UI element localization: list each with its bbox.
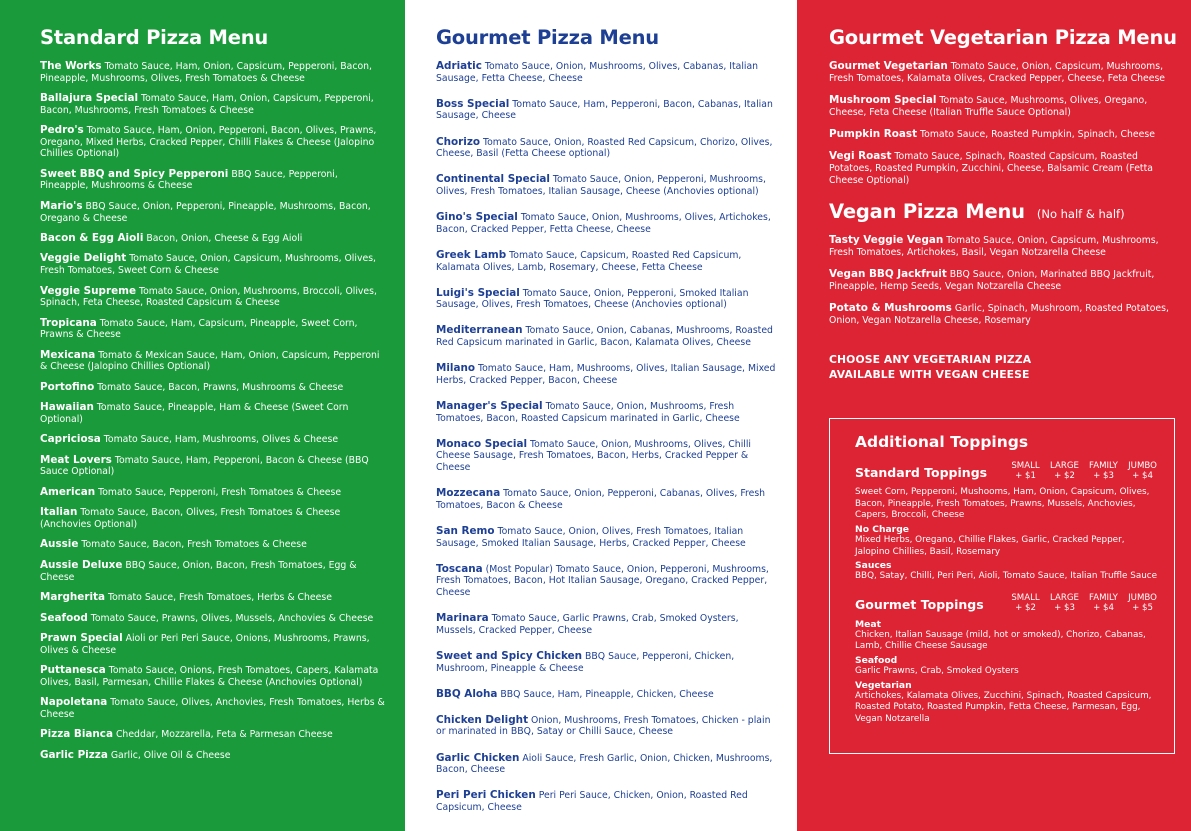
menu-item-name: Pizza Bianca	[40, 728, 113, 741]
menu-item-name: Sweet and Spicy Chicken	[436, 649, 583, 662]
menu-item-name: Margherita	[40, 591, 106, 604]
menu-item	[40, 61, 387, 84]
menu-item-name: Ballajura Special	[40, 92, 139, 105]
vegetarian-menu-column	[797, 0, 1191, 831]
meat-label: Meat	[855, 618, 881, 630]
menu-item	[40, 750, 387, 762]
size-label: JUMBO	[1128, 461, 1157, 472]
menu-item-name: Potato & Mushrooms	[829, 302, 952, 315]
menu-item-description: Tomato Sauce, Onions, Fresh Tomatoes, Capers, Kalamata Olives, Basil, Parmesan, Chillie Flakes & Cheese (Anchovies Optional)	[40, 665, 379, 688]
menu-item-description: Tomato Sauce, Onion, Capsicum, Mushrooms, Fresh Tomatoes, Artichokes, Basil, Vegan Notzarella Cheese	[829, 235, 1159, 258]
menu-item-name: Continental Special	[436, 173, 550, 186]
menu-item-description: Garlic, Olive Oil & Cheese	[110, 749, 231, 761]
menu-item	[436, 613, 781, 636]
menu-item-name: American	[40, 485, 96, 498]
menu-item-description: Tomato Sauce, Garlic Prawns, Crab, Smoked Oysters, Mussels, Cracked Pepper, Cheese	[436, 613, 739, 636]
menu-item	[40, 633, 387, 656]
menu-item	[40, 539, 387, 551]
menu-item-description: Tomato & Mexican Sauce, Ham, Onion, Capsicum, Pepperoni & Cheese (Jalopino Chillies Optional)	[40, 349, 380, 373]
menu-item	[40, 93, 387, 116]
menu-item-name: Sweet BBQ and Spicy Pepperoni	[40, 167, 229, 180]
menu-item-description: Tomato Sauce, Ham, Capsicum, Pineapple, Sweet Corn, Prawns & Cheese	[40, 317, 358, 341]
size-price-value: + $2	[1054, 471, 1075, 482]
standard-toppings-list: Sweet Corn, Pepperoni, Mushooms, Ham, Onion, Capsicum, Olives, Bacon, Pineapple, Fresh Tomatoes, Prawns, Mussels, Anchovies, Capers, Broccoli, Cheese	[855, 487, 1150, 521]
size-price	[1123, 461, 1162, 481]
menu-item-name: Bacon & Egg Aioli	[40, 231, 144, 244]
menu-item-description: Tomato Sauce, Ham, Pepperoni, Bacon & Cheese (BBQ Sauce Optional)	[40, 454, 369, 478]
menu-item-description: Tomato Sauce, Onion, Mushrooms, Broccoli, Olives, Spinach, Feta Cheese, Roasted Capsicum & Cheese	[40, 285, 377, 309]
menu-item-description: BBQ Sauce, Pepperoni, Chicken, Mushroom, Pineapple & Cheese	[436, 650, 735, 674]
menu-item-name: Luigi's Special	[436, 286, 520, 299]
menu-item-name: Seafood	[40, 611, 88, 624]
menu-item-name: Mexicana	[40, 348, 96, 361]
vegetarian-toppings-list: Artichokes, Kalamata Olives, Zucchini, Spinach, Roasted Capsicum, Roasted Potato, Roasted Pumpkin, Fetta Cheese, Parmesan, Egg, Vegan Notzarella	[855, 690, 1152, 724]
menu-item-description: Tomato Sauce, Ham, Onion, Capsicum, Pepperoni, Bacon, Pineapple, Mushrooms, Olives, Fresh Tomatoes & Cheese	[40, 61, 372, 84]
vegan-cheese-notice	[829, 352, 1177, 382]
menu-item-name: Mushroom Special	[829, 93, 937, 106]
menu-item-description: Tomato Sauce, Onion, Mushrooms, Olives, Chilli Cheese Sausage, Fresh Tomatoes, Bacon, Herbs, Cracked Pepper & Cheese	[436, 438, 752, 473]
menu-item	[829, 303, 1177, 326]
menu-item-description: Tomato Sauce, Onion, Pepperoni, Mushrooms, Olives, Fresh Tomatoes, Italian Sausage, Cheese (Anchovies optional)	[436, 174, 766, 197]
menu-item-description: BBQ Sauce, Ham, Pineapple, Chicken, Cheese	[500, 688, 714, 700]
vegan-menu-list	[829, 235, 1177, 326]
sauces-label: Sauces	[855, 560, 892, 572]
gourmet-menu-list	[436, 61, 781, 814]
menu-item	[40, 434, 387, 446]
menu-item-description: Tomato Sauce, Ham, Onion, Capsicum, Pepperoni, Bacon, Mushrooms, Fresh Tomatoes & Cheese	[40, 93, 374, 116]
menu-item	[436, 439, 781, 474]
menu-item	[40, 350, 387, 373]
menu-item-description: Bacon, Onion, Cheese & Egg Aioli	[146, 232, 303, 244]
size-price	[1006, 461, 1045, 481]
menu-item	[436, 401, 781, 424]
menu-item	[829, 95, 1177, 118]
menu-item-description: Tomato Sauce, Ham, Onion, Pepperoni, Bacon, Olives, Prawns, Oregano, Mixed Herbs, Cracked Pepper, Chilli Flakes & Cheese (Jalopino Chillies Optional)	[40, 125, 377, 160]
vegan-cheese-notice-line1: CHOOSE ANY VEGETARIAN PIZZA	[829, 353, 1032, 367]
menu-item-name: Mario's	[40, 199, 83, 212]
vegan-menu-header	[829, 200, 1177, 223]
menu-item-name: Monaco Special	[436, 437, 528, 450]
menu-item-name: Peri Peri Chicken	[436, 789, 536, 802]
menu-item	[436, 363, 781, 386]
menu-item-name: BBQ Aloha	[436, 687, 498, 700]
menu-item	[40, 592, 387, 604]
size-label: FAMILY	[1089, 461, 1118, 472]
vegan-menu-note: (No half & half)	[1036, 207, 1125, 222]
additional-toppings-title: Additional Toppings	[855, 433, 1029, 452]
size-price-value: + $1	[1015, 471, 1036, 482]
gourmet-toppings-header	[855, 593, 1162, 613]
menu-item-description: Cheddar, Mozzarella, Feta & Parmesan Cheese	[115, 729, 333, 741]
menu-item-name: Aussie	[40, 538, 79, 551]
menu-item	[40, 125, 387, 160]
menu-item	[436, 715, 781, 738]
menu-item-description: Tomato Sauce, Onion, Cabanas, Mushrooms, Roasted Red Capsicum marinated in Garlic, Bacon, Kalamata Olives, Cheese	[436, 325, 773, 349]
menu-item	[829, 129, 1177, 141]
menu-item-name: Pedro's	[40, 124, 84, 137]
menu-item	[436, 689, 781, 701]
menu-item-name: Marinara	[436, 612, 489, 625]
size-label: SMALL	[1011, 592, 1040, 603]
gourmet-menu-title: Gourmet Pizza Menu	[436, 26, 659, 49]
menu-item	[436, 212, 781, 235]
size-label: FAMILY	[1089, 592, 1118, 603]
menu-item	[436, 174, 781, 197]
menu-item-description: Tomato Sauce, Pineapple, Ham & Cheese (Sweet Corn Optional)	[40, 402, 349, 425]
menu-item-description: Tomato Sauce, Mushrooms, Olives, Oregano, Cheese, Feta Cheese (Italian Truffle Sauce Optional)	[829, 94, 1148, 118]
menu-item	[829, 235, 1177, 258]
menu-item	[436, 790, 781, 813]
menu-item-description: Tomato Sauce, Onion, Capsicum, Mushrooms, Fresh Tomatoes, Kalamata Olives, Cracked Pepper, Cheese, Feta Cheese	[829, 61, 1166, 84]
menu-item-name: Manager's Special	[436, 400, 543, 413]
size-price-value: + $3	[1093, 471, 1114, 482]
menu-item-name: Napoletana	[40, 696, 108, 709]
vegan-menu-title: Vegan Pizza Menu	[829, 200, 1025, 224]
menu-item	[40, 201, 387, 224]
menu-item-name: Pumpkin Roast	[829, 127, 918, 140]
menu-item	[40, 382, 387, 394]
menu-item-description: Tomato Sauce, Onion, Mushrooms, Olives, Cabanas, Italian Sausage, Fetta Cheese, Cheese	[436, 61, 759, 84]
menu-item-description: Peri Peri Sauce, Chicken, Onion, Roasted Red Capsicum, Cheese	[436, 790, 748, 814]
menu-item-description: Tomato Sauce, Capsicum, Roasted Red Capsicum, Kalamata Olives, Lamb, Rosemary, Cheese, Fetta Cheese	[436, 249, 742, 273]
menu-item-description: Tomato Sauce, Spinach, Roasted Capsicum, Roasted Potatoes, Roasted Pumpkin, Zucchini, Cheese, Balsamic Cream (Fetta Cheese Optional)	[829, 151, 1153, 186]
menu-item-description: BBQ Sauce, Onion, Pepperoni, Pineapple, Mushrooms, Bacon, Oregano & Cheese	[40, 200, 371, 224]
menu-item	[436, 137, 781, 160]
standard-toppings-heading: Standard Toppings	[855, 465, 988, 481]
menu-item-description: Tomato Sauce, Pepperoni, Fresh Tomatoes & Cheese	[98, 486, 342, 498]
menu-item-description: Aioli or Peri Peri Sauce, Onions, Mushrooms, Prawns, Olives & Cheese	[40, 633, 370, 656]
menu-item-name: Puttanesca	[40, 664, 106, 677]
standard-toppings-prices	[1006, 461, 1162, 481]
menu-item-description: Tomato Sauce, Onion, Mushrooms, Olives, Artichokes, Bacon, Cracked Pepper, Fetta Cheese, Cheese	[436, 212, 771, 235]
menu-item-name: Mozzecana	[436, 487, 501, 500]
size-price-value: + $4	[1132, 471, 1153, 482]
menu-item-name: Vegan BBQ Jackfruit	[829, 268, 947, 281]
menu-item	[40, 253, 387, 276]
standard-menu-column	[0, 0, 405, 831]
sauces-list: BBQ, Satay, Chilli, Peri Peri, Aioli, Tomato Sauce, Italian Truffle Sauce	[855, 571, 1158, 582]
size-price-value: + $4	[1093, 602, 1114, 613]
vegetarian-menu-title: Gourmet Vegetarian Pizza Menu	[829, 26, 1177, 49]
additional-toppings-box	[829, 418, 1175, 754]
menu-item	[40, 560, 387, 583]
menu-item	[40, 402, 387, 425]
menu-item-name: Gourmet Vegetarian	[829, 60, 948, 72]
size-label: JUMBO	[1128, 592, 1157, 603]
menu-item-name: Italian	[40, 506, 78, 519]
menu-item-description: Tomato Sauce, Prawns, Olives, Mussels, Anchovies & Cheese	[90, 612, 374, 624]
menu-item	[40, 697, 387, 720]
gourmet-menu-column	[405, 0, 797, 831]
menu-item	[40, 665, 387, 688]
menu-item	[436, 488, 781, 511]
menu-item-description: Tomato Sauce, Bacon, Prawns, Mushrooms & Cheese	[97, 381, 344, 393]
menu-item-description: Tomato Sauce, Fresh Tomatoes, Herbs & Cheese	[108, 592, 332, 604]
menu-item-name: Greek Lamb	[436, 248, 507, 261]
menu-item	[829, 61, 1177, 84]
menu-item-description: Tomato Sauce, Onion, Mushrooms, Fresh Tomatoes, Bacon, Roasted Capsicum marinated in Garlic, Cheese	[436, 401, 740, 424]
menu-item-name: Adriatic	[436, 60, 482, 72]
size-price	[1006, 593, 1045, 613]
menu-item-description: BBQ Sauce, Pepperoni, Pineapple, Mushrooms & Cheese	[40, 168, 338, 192]
vegetarian-menu-list	[829, 61, 1177, 186]
menu-item-description: Tomato Sauce, Bacon, Fresh Tomatoes & Cheese	[81, 539, 307, 551]
menu-item	[436, 250, 781, 273]
menu-item-name: The Works	[40, 60, 102, 72]
menu-item-description: BBQ Sauce, Onion, Marinated BBQ Jackfruit, Pineapple, Hemp Seeds, Vegan Notzarella Cheese	[829, 269, 1155, 292]
menu-item-description: Onion, Mushrooms, Fresh Tomatoes, Chicken - plain or marinated in BBQ, Satay or Chilli Sauce, Cheese	[436, 714, 771, 738]
size-price	[1045, 461, 1084, 481]
size-price-value: + $2	[1015, 602, 1036, 613]
menu-item	[436, 325, 781, 348]
menu-item-name: Tasty Veggie Vegan	[829, 234, 944, 247]
size-price	[1084, 461, 1123, 481]
seafood-label: Seafood	[855, 655, 898, 667]
menu-item-name: Toscana	[436, 562, 483, 575]
menu-item	[40, 613, 387, 625]
menu-item-name: Boss Special	[436, 97, 510, 110]
menu-item-description: Tomato Sauce, Ham, Mushrooms, Olives & Cheese	[103, 434, 339, 446]
menu-item-description: (Most Popular) Tomato Sauce, Onion, Pepperoni, Mushrooms, Fresh Tomatoes, Bacon, Hot Italian Sausage, Oregano, Cracked Pepper, Cheese	[436, 563, 769, 598]
menu-item-name: Veggie Delight	[40, 252, 127, 265]
menu-item-name: Milano	[436, 362, 476, 375]
seafood-list: Garlic Prawns, Crab, Smoked Oysters	[855, 666, 1019, 677]
menu-item-name: Prawn Special	[40, 632, 123, 644]
vegetarian-toppings-label: Vegetarian	[855, 679, 912, 691]
menu-item	[40, 507, 387, 530]
menu-item	[40, 286, 387, 309]
menu-item-name: Aussie Deluxe	[40, 558, 123, 571]
menu-item	[40, 233, 387, 245]
standard-menu-title: Standard Pizza Menu	[40, 26, 269, 49]
gourmet-toppings-heading: Gourmet Toppings	[855, 596, 984, 612]
menu-item	[436, 753, 781, 776]
menu-item-description: Tomato Sauce, Onion, Olives, Fresh Tomatoes, Italian Sausage, Smoked Italian Sausage, Herbs, Cracked Pepper, Cheese	[436, 525, 746, 549]
size-price	[1084, 593, 1123, 613]
no-charge-list: Mixed Herbs, Oregano, Chillie Flakes, Garlic, Cracked Pepper, Jalopino Chillies, Basil, Rosemary	[855, 535, 1125, 557]
menu-item	[436, 61, 781, 84]
menu-item-description: Tomato Sauce, Olives, Anchovies, Fresh Tomatoes, Herbs & Cheese	[40, 697, 385, 720]
menu-item-description: Tomato Sauce, Bacon, Olives, Fresh Tomatoes & Cheese (Anchovies Optional)	[40, 507, 341, 530]
vegan-cheese-notice-line2: AVAILABLE WITH VEGAN CHEESE	[829, 368, 1030, 382]
menu-item	[436, 288, 781, 311]
menu-item-description: Aioli Sauce, Fresh Garlic, Onion, Chicken, Mushrooms, Bacon, Cheese	[436, 752, 773, 776]
menu-item-name: Vegi Roast	[829, 150, 892, 163]
menu-item-description: Tomato Sauce, Onion, Capsicum, Mushrooms, Olives, Fresh Tomatoes, Sweet Corn & Cheese	[40, 253, 376, 277]
size-price	[1123, 593, 1162, 613]
menu-item	[40, 729, 387, 741]
menu-item-name: Capriciosa	[40, 433, 101, 446]
menu-item	[829, 269, 1177, 292]
size-label: LARGE	[1050, 592, 1079, 603]
menu-item-name: Portofino	[40, 380, 95, 393]
menu-item-name: Chorizo	[436, 135, 481, 148]
menu-item-description: Tomato Sauce, Onion, Roasted Red Capsicum, Chorizo, Olives, Cheese, Basil (Fetta Cheese optional)	[436, 136, 773, 160]
menu-item-description: Tomato Sauce, Roasted Pumpkin, Spinach, Cheese	[920, 128, 1155, 140]
menu-item	[40, 318, 387, 341]
menu-item	[829, 151, 1177, 186]
size-price	[1045, 593, 1084, 613]
menu-item-description: Tomato Sauce, Ham, Mushrooms, Olives, Italian Sausage, Mixed Herbs, Cracked Pepper, Bacon, Cheese	[436, 363, 776, 386]
menu-item	[436, 651, 781, 674]
menu-item-name: Mediterranean	[436, 324, 523, 337]
size-price-value: + $3	[1054, 602, 1075, 613]
size-price-value: + $5	[1132, 602, 1153, 613]
standard-menu-list	[40, 61, 387, 761]
menu-item	[40, 455, 387, 478]
menu-item-name: Chicken Delight	[436, 713, 529, 726]
no-charge-label: No Charge	[855, 524, 910, 536]
menu-item-name: Veggie Supreme	[40, 284, 136, 297]
menu-item	[40, 487, 387, 499]
menu-item	[436, 526, 781, 549]
menu-item-description: Tomato Sauce, Ham, Pepperoni, Bacon, Cabanas, Italian Sausage, Cheese	[436, 98, 773, 122]
size-label: LARGE	[1050, 461, 1079, 472]
meat-list: Chicken, Italian Sausage (mild, hot or smoked), Chorizo, Cabanas, Lamb, Chillie Cheese Sausage	[855, 629, 1146, 652]
menu-item-name: San Remo	[436, 524, 495, 537]
menu-item-name: Tropicana	[40, 316, 97, 329]
menu-item-name: Meat Lovers	[40, 453, 112, 466]
menu-item-description: Tomato Sauce, Onion, Pepperoni, Smoked Italian Sausage, Olives, Fresh Tomatoes, Cheese (Anchovies optional)	[436, 287, 749, 311]
size-label: SMALL	[1011, 461, 1040, 472]
menu-item-description: Tomato Sauce, Onion, Pepperoni, Cabanas, Olives, Fresh Tomatoes, Bacon & Cheese	[436, 488, 766, 511]
menu-item-name: Garlic Pizza	[40, 748, 108, 761]
menu-item	[436, 564, 781, 599]
menu-item-description: Garlic, Spinach, Mushroom, Roasted Potatoes, Onion, Vegan Notzarella Cheese, Rosemary	[829, 303, 1169, 326]
standard-toppings-header	[855, 461, 1162, 481]
menu-item-name: Garlic Chicken	[436, 751, 520, 764]
menu-item-name: Hawaiian	[40, 401, 94, 414]
gourmet-toppings-prices	[1006, 593, 1162, 613]
menu-item-name: Gino's Special	[436, 211, 518, 224]
menu-item	[436, 99, 781, 122]
menu-item-description: BBQ Sauce, Onion, Bacon, Fresh Tomatoes, Egg & Cheese	[40, 559, 357, 583]
menu-item	[40, 169, 387, 192]
